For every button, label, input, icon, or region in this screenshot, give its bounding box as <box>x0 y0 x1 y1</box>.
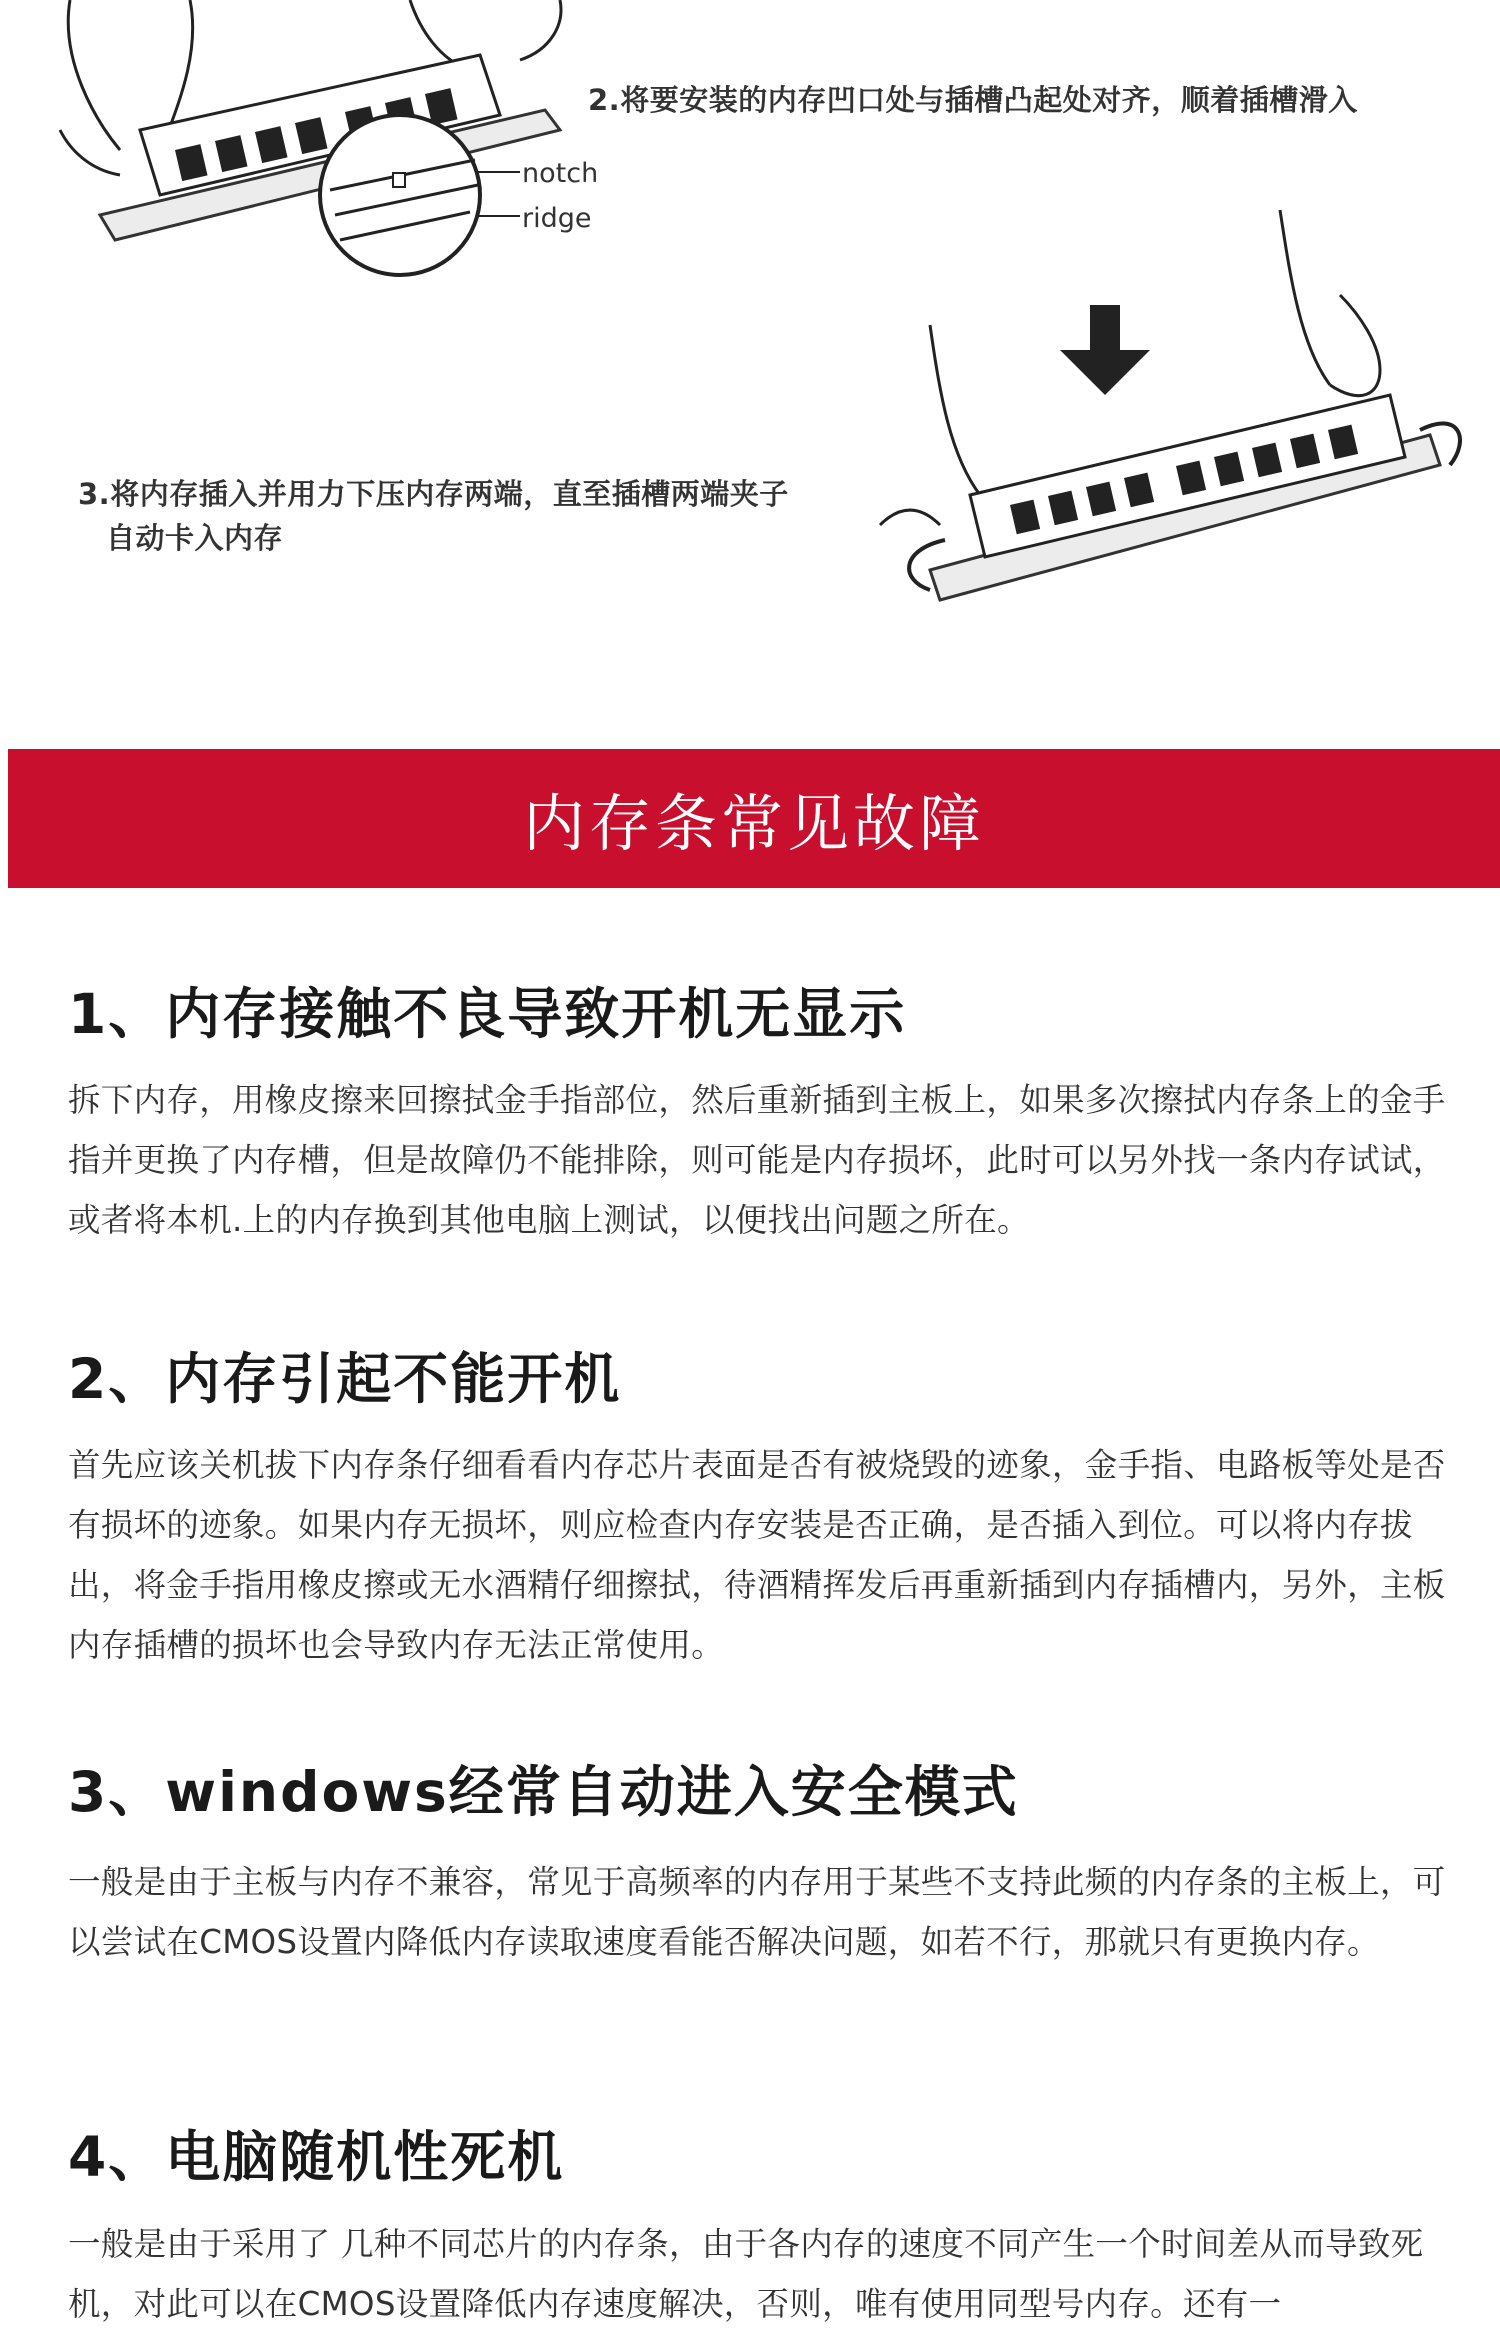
section-3-heading: 3、windows经常自动进入安全模式 <box>68 1760 1019 1824</box>
step3-caption <box>78 472 878 560</box>
section-2-heading: 2、内存引起不能开机 <box>68 1347 622 1411</box>
section-2-body: 首先应该关机拔下内存条仔细看看内存芯片表面是否有被烧毁的迹象，金手指、电路板等处是否有损坏的迹象。如果内存无损坏，则应检查内存安装是否正确，是否插入到位。可以将内存拔出，将金手指用橡皮擦或无水酒精仔细擦拭，待酒精挥发后再重新插到内存插槽内，另外，主板内存插槽的损坏也会导致内存无法正常使用。 <box>68 1446 1446 1664</box>
ram-install-step3-drawing <box>860 195 1480 625</box>
ram-install-step2-drawing <box>0 0 620 290</box>
installation-illustration <box>0 0 1500 720</box>
banner-title: 内存条常见故障 <box>522 787 985 860</box>
step3-caption-line2: 自动卡入内存 <box>106 521 284 555</box>
section-banner <box>8 749 1500 888</box>
section-1-body: 拆下内存，用橡皮擦来回擦拭金手指部位，然后重新插到主板上，如果多次擦拭内存条上的金手指并更换了内存槽，但是故障仍不能排除，则可能是内存损坏，此时可以另外找一条内存试试，或者将本机.上的内存换到其他电脑上测试，以便找出问题之所在。 <box>68 1081 1446 1239</box>
section-1-heading: 1、内存接触不良导致开机无显示 <box>68 982 907 1046</box>
ridge-label: ridge <box>522 203 592 234</box>
section-4-heading: 4、电脑随机性死机 <box>68 2125 565 2189</box>
section-4-body: 一般是由于采用了 几种不同芯片的内存条，由于各内存的速度不同产生一个时间差从而导致死机，对此可以在CMOS设置降低内存速度解决，否则，唯有使用同型号内存。还有一 <box>68 2225 1424 2323</box>
notch-label: notch <box>522 158 599 189</box>
step2-caption: 2.将要安装的内存凹口处与插槽凸起处对齐，顺着插槽滑入 <box>588 83 1358 117</box>
section-3-body: 一般是由于主板与内存不兼容，常见于高频率的内存用于某些不支持此频的内存条的主板上，可以尝试在CMOS设置内降低内存读取速度看能否解决问题，如若不行，那就只有更换内存。 <box>68 1863 1446 1961</box>
step3-caption-line1: 3.将内存插入并用力下压内存两端，直至插槽两端夹子 <box>78 477 789 511</box>
